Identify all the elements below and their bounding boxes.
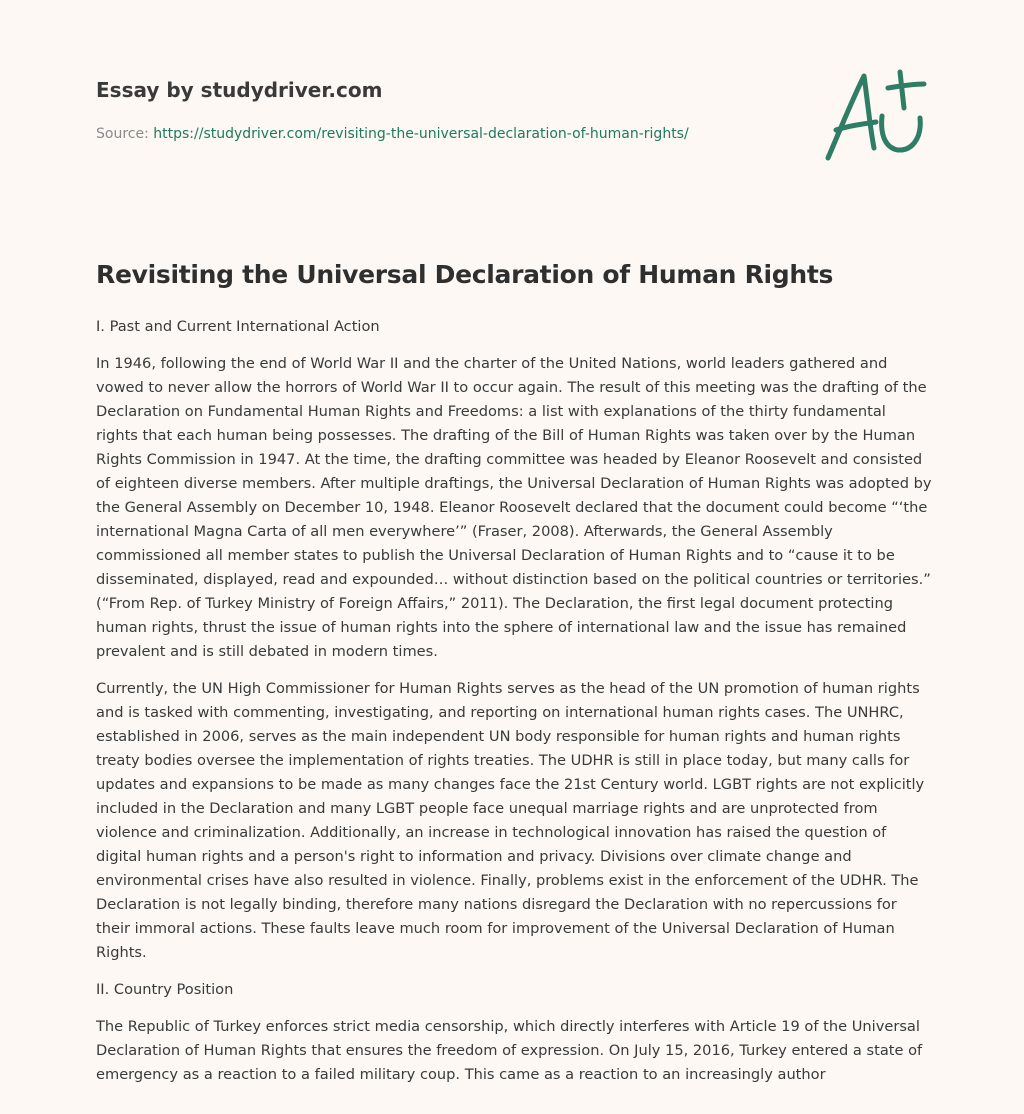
section-heading-2: II. Country Position — [96, 981, 234, 998]
paragraph-2: Currently, the UN High Commissioner for Human Rights serves as the head of the UN promotion of human rights and is tasked with commenting, investigating, and reporting on international human rights cases. The UNHRC, established in 2006, serves as the main independent UN body responsible for human rights and human rights treaty bodies oversee the implementation of rights treaties. The UDHR is still in place today, but many calls for updates and expansions to be made as many changes face the 21st Century world. LGBT rights are not explicitly included in the Declaration and many LGBT people face unequal marriage rights and are unprotected from violence and criminalization. Additionally, an increase in technological innovation has raised the question of digital human rights and a person's right to information and privacy. Divisions over climate change and environmental crises have also resulted in violence. Finally, problems exist in the enforcement of the UDHR. The Declaration is not legally binding, therefore many nations disregard the Declaration with no repercussions for their immoral actions. These faults leave much room for improvement of the Universal Declaration of Human Rights. — [96, 680, 925, 961]
article-title: Revisiting the Universal Declaration of Human Rights — [96, 260, 834, 289]
source-label: Source: — [96, 126, 154, 142]
paragraph-3: The Republic of Turkey enforces strict media censorship, which directly interferes with Article 19 of the Universal Declaration of Human Rights that ensures the freedom of expression. On July 15, 2016, Turkey entered a state of emergency as a reaction to a failed military coup. This came as a reaction to an increasingly author — [96, 1018, 923, 1083]
source-line — [96, 124, 796, 144]
a-plus-grade-icon — [822, 66, 932, 166]
essay-header — [96, 76, 796, 144]
source-link[interactable]: https://studydriver.com/revisiting-the-universal-declaration-of-human-rights/ — [153, 126, 689, 142]
article-content — [96, 255, 932, 1100]
section-heading-1: I. Past and Current International Action — [96, 318, 380, 335]
brand-title: Essay by studydriver.com — [96, 78, 383, 102]
paragraph-1: In 1946, following the end of World War II and the charter of the United Nations, world leaders gathered and vowed to never allow the horrors of World War II to occur again. The result of this meeting was the drafting of the Declaration on Fundamental Human Rights and Freedoms: a list with explanations of the thirty fundamental rights that each human being possesses. The drafting of the Bill of Human Rights was taken over by the Human Rights Commission in 1947. At the time, the drafting committee was headed by Eleanor Roosevelt and consisted of eighteen diverse members. After multiple draftings, the Universal Declaration of Human Rights was adopted by the General Assembly on December 10, 1948. Eleanor Roosevelt declared that the document could become “‘the international Magna Carta of all men everywhere’” (Fraser, 2008). Afterwards, the General Assembly commissioned all member states to publish the Universal Declaration of Human Rights and to “cause it to be disseminated, displayed, read and expounded… without distinction based on the political countries or territories.” (“From Rep. of Turkey Ministry of Foreign Affairs,” 2011). The Declaration, the first legal document protecting human rights, thrust the issue of human rights into the sphere of international law and the issue has remained prevalent and is still debated in modern times. — [96, 355, 932, 660]
